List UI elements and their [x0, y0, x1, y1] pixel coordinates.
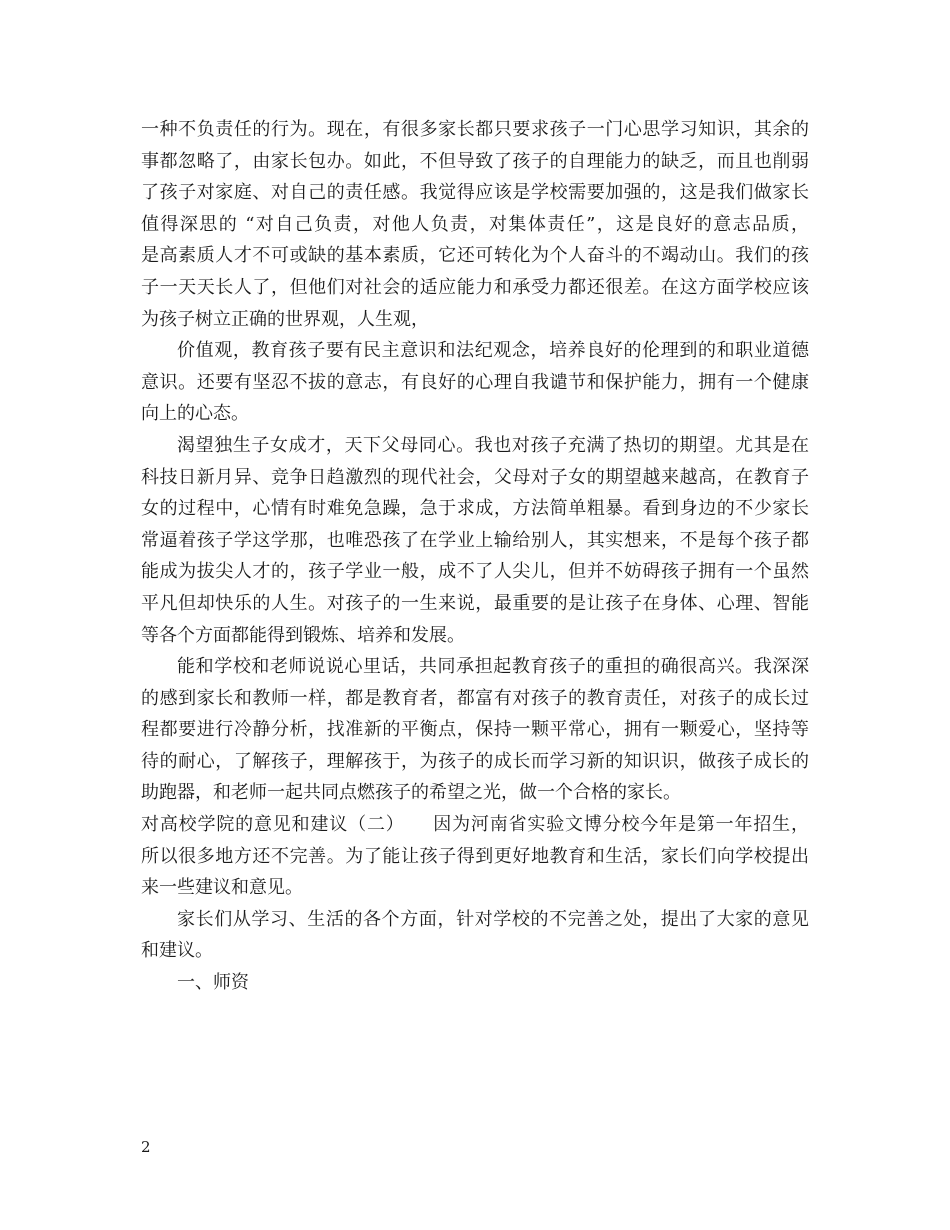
text-line: 向上的心态。: [141, 403, 249, 425]
text-line: 值得深思的 “对自己负责，对他人负责，对集体责任”，这是良好的意志品质，: [141, 213, 809, 235]
text-line: 常逼着孩子学这学那，也唯恐孩了在学业上输给别人，其实想来，不是每个孩子都: [141, 529, 809, 551]
text-line: 是高素质人才不可或缺的基本素质，它还可转化为个人奋斗的不竭动山。我们的孩: [141, 245, 809, 267]
text-line: 子一天天长人了，但他们对社会的适应能力和承受力都还很差。在这方面学校应该: [141, 276, 809, 298]
text-line: 程都要进行冷静分析，找准新的平衡点，保持一颗平常心，拥有一颗爱心，坚持等: [141, 719, 809, 741]
text-line: 一、师资: [177, 972, 249, 994]
text-line: 一种不负责任的行为。现在，有很多家长都只要求孩子一门心思学习知识，其余的: [141, 119, 809, 140]
text-line: 的感到家长和教师一样，都是教育者，都富有对孩子的教育责任，对孩子的成长过: [141, 687, 809, 709]
text-line: 科技日新月异、竞争日趋激烈的现代社会，父母对子女的期望越来越高，在教育子: [141, 466, 809, 488]
text-line: 了孩子对家庭、对自己的责任感。我觉得应该是学校需要加强的，这是我们做家长: [141, 182, 809, 204]
text-line: 来一些建议和意见。: [141, 877, 303, 899]
text-line: 女的过程中，心情有时难免急躁，急于求成，方法简单粗暴。看到身边的不少家长: [141, 498, 809, 520]
text-line: 事都忽略了，由家长包办。如此，不但导致了孩子的自理能力的缺乏，而且也削弱: [141, 150, 809, 172]
text-line: 助跑器，和老师一起共同点燃孩子的希望之光，做一个合格的家长。: [141, 782, 681, 804]
text-line: 对高校学院的意见和建议（二） 因为河南省实验文博分校今年是第一年招生，: [141, 814, 809, 836]
page-number: 2: [141, 1138, 151, 1156]
text-line: 能成为拔尖人才的，孩子学业一般，成不了人尖儿，但并不妨碍孩子拥有一个虽然: [141, 561, 809, 583]
document-body: [141, 114, 809, 999]
text-line: 平凡但却快乐的人生。对孩子的一生来说，最重要的是让孩子在身体、心理、智能: [141, 592, 809, 614]
text-line: 家长们从学习、生活的各个方面，针对学校的不完善之处，提出了大家的意见: [177, 908, 809, 930]
text-line: 待的耐心，了解孩子，理解孩于，为孩子的成长而学习新的知识识，做孩子成长的: [141, 750, 809, 772]
text-line: 能和学校和老师说说心里话，共同承担起教育孩子的重担的确很高兴。我深深: [177, 656, 809, 678]
text-line: 等各个方面都能得到锻炼、培养和发展。: [141, 624, 465, 646]
text-line: 为孩子树立正确的世界观，人生观，: [141, 308, 429, 330]
text-line: 渴望独生子女成才，天下父母同心。我也对孩子充满了热切的期望。尤其是在: [177, 434, 809, 456]
text-line: 和建议。: [141, 940, 213, 962]
text-line: 意识。还要有坚忍不拔的意志，有良好的心理自我谴节和保护能力，拥有一个健康: [141, 371, 809, 393]
text-line: 所以很多地方还不完善。为了能让孩子得到更好地教育和生活，家长们向学校提出: [141, 845, 809, 867]
text-line: 价值观，教育孩子要有民主意识和法纪观念，培养良好的伦理到的和职业道德: [177, 340, 809, 362]
